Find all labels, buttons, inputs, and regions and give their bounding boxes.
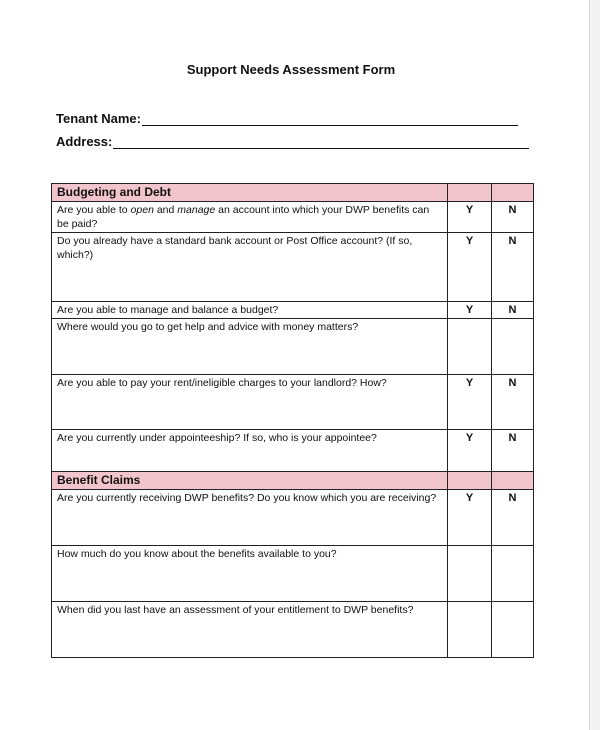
table-row <box>52 490 534 546</box>
question-text: Where would you go to get help and advice with money matters? <box>52 319 448 375</box>
question-text: Are you able to open and manage an account into which your DWP benefits can be paid? <box>52 202 448 233</box>
section-header-benefit-claims <box>52 472 534 490</box>
no-option[interactable]: N <box>492 202 534 233</box>
question-text: Are you able to manage and balance a budget? <box>52 302 448 319</box>
table-row <box>52 302 534 319</box>
yes-option[interactable]: Y <box>448 490 492 546</box>
yes-option[interactable] <box>448 602 492 658</box>
yes-option[interactable]: Y <box>448 430 492 472</box>
no-option[interactable]: N <box>492 233 534 302</box>
no-option[interactable] <box>492 319 534 375</box>
table-row <box>52 602 534 658</box>
question-text: How much do you know about the benefits available to you? <box>52 546 448 602</box>
table-row <box>52 546 534 602</box>
address-field <box>56 134 529 149</box>
yes-option[interactable]: Y <box>448 233 492 302</box>
tenant-name-field <box>56 111 518 126</box>
yes-option[interactable]: Y <box>448 202 492 233</box>
table-row <box>52 319 534 375</box>
no-option[interactable] <box>492 546 534 602</box>
question-text: Do you already have a standard bank account or Post Office account? (If so, which?) <box>52 233 448 302</box>
yes-option[interactable]: Y <box>448 302 492 319</box>
page-edge <box>589 0 600 730</box>
tenant-name-input-line[interactable] <box>142 113 518 126</box>
no-option[interactable]: N <box>492 430 534 472</box>
form-title: Support Needs Assessment Form <box>186 62 396 77</box>
tenant-name-label: Tenant Name: <box>56 111 141 126</box>
question-text: Are you currently receiving DWP benefits? Do you know which you are receiving? <box>52 490 448 546</box>
table-row <box>52 233 534 302</box>
no-option[interactable] <box>492 602 534 658</box>
section-label: Benefit Claims <box>52 472 448 490</box>
question-text: Are you currently under appointeeship? If so, who is your appointee? <box>52 430 448 472</box>
question-text: When did you last have an assessment of your entitlement to DWP benefits? <box>52 602 448 658</box>
no-option[interactable]: N <box>492 490 534 546</box>
yes-option[interactable]: Y <box>448 375 492 430</box>
yes-option[interactable] <box>448 319 492 375</box>
table-row <box>52 375 534 430</box>
table-row <box>52 202 534 233</box>
assessment-table <box>51 183 534 658</box>
no-option[interactable]: N <box>492 375 534 430</box>
question-text: Are you able to pay your rent/ineligible charges to your landlord? How? <box>52 375 448 430</box>
address-input-line[interactable] <box>113 136 529 149</box>
address-label: Address: <box>56 134 113 149</box>
no-option[interactable]: N <box>492 302 534 319</box>
section-header-budgeting <box>52 184 534 202</box>
table-row <box>52 430 534 472</box>
yes-option[interactable] <box>448 546 492 602</box>
section-label: Budgeting and Debt <box>52 184 448 202</box>
